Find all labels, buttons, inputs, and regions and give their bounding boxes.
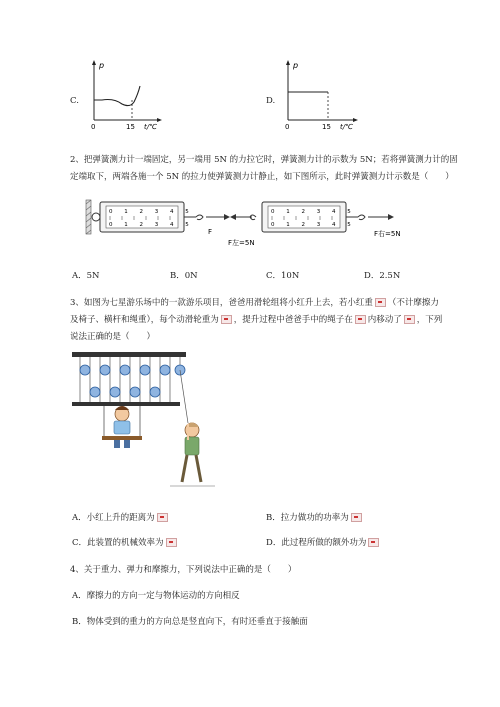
- child-hair: [115, 406, 129, 410]
- top-beam: [72, 352, 186, 357]
- q2-spring-scale-figure: [84, 192, 420, 248]
- movable-pulleys: [90, 387, 160, 397]
- missing-image-icon: [157, 513, 168, 522]
- q3-option-c-text: C．此装置的机械效率为: [72, 538, 164, 548]
- scale-bottom-numbers-left: 0 1 2 3 4 5: [109, 222, 194, 228]
- missing-image-icon: [166, 538, 177, 547]
- missing-image-icon: [375, 298, 386, 307]
- dad-leg-left: [182, 455, 187, 482]
- q3-pulley-figure: [70, 348, 220, 494]
- q3-option-d-text: D．此过程所做的额外功为: [266, 538, 367, 548]
- missing-image-icon: [355, 315, 366, 324]
- force-arrowhead-f-right: [388, 214, 394, 220]
- q3-stem-line2-part3: 内移动了: [367, 315, 402, 325]
- graph-d-origin-label: 0: [285, 123, 290, 131]
- graph-d-x-arrow: [353, 118, 358, 122]
- q3-option-b[interactable]: [266, 512, 364, 524]
- q3-stem-line2-part4: ，下列: [416, 315, 443, 325]
- graph-d-y-arrow: [286, 60, 290, 65]
- wall: [86, 200, 91, 234]
- q4-option-b[interactable]: B．物体受到的重力的方向总是竖直向下，有时还垂直于接触面: [72, 617, 308, 627]
- graph-d-option-label: D.: [266, 96, 276, 106]
- q3-stem-line2: [70, 314, 442, 326]
- graph-d-tick-15: 15: [322, 123, 331, 131]
- force-label-left: F左=5N: [228, 239, 255, 247]
- q3-stem-line1: [70, 297, 439, 309]
- q3-stem-line3: 说法正确的是（ ）: [70, 332, 156, 342]
- q3-option-b-text: B．拉力做功的功率为: [266, 513, 349, 523]
- force-arrowhead-f-left: [230, 214, 236, 220]
- missing-image-icon: [351, 513, 362, 522]
- graph-c-curve: [94, 86, 140, 106]
- q3-option-d[interactable]: [266, 537, 381, 549]
- scale-bottom-numbers-right: 0 1 2 3 4 5: [271, 222, 356, 228]
- q3-option-c[interactable]: [72, 537, 179, 549]
- q2-option-a[interactable]: A．5N: [72, 271, 100, 281]
- graph-d-unit-label: t/℃: [340, 123, 353, 131]
- q3-stem-line2-part2: ，提升过程中爸爸手中的绳子在: [233, 315, 353, 325]
- graph-c-y-arrow: [92, 60, 96, 65]
- pull-rope: [180, 370, 188, 423]
- q2-stem-line1: 2、把弹簧测力计一端固定，另一端用 5N 的力拉它时，弹簧测力计的示数为 5N；若将弹簧测力计的固: [70, 155, 458, 165]
- graph-c-p-label: p: [99, 61, 105, 70]
- hook-right: [358, 215, 365, 220]
- graph-c: [80, 58, 170, 138]
- graph-c-tick-15: 15: [126, 123, 135, 131]
- left-ring: [92, 213, 100, 221]
- scale-top-numbers-left: 0 1 2 3 4 5: [109, 209, 194, 215]
- graph-d-p-label: p: [293, 61, 299, 70]
- q4-option-a[interactable]: A．摩擦力的方向一定与物体运动的方向相反: [72, 591, 240, 601]
- swing-seat: [102, 436, 142, 440]
- q3-stem-line1-text: 3、如图为七星游乐场中的一款游乐项目，爸爸用滑轮组将小红升上去，若小红重: [70, 298, 373, 308]
- q2-option-d[interactable]: D．2.5N: [364, 271, 401, 281]
- missing-image-icon: [404, 315, 415, 324]
- q3-stem-line1-tail: （不计摩擦力: [387, 298, 439, 308]
- q3-stem-line2-part1: 及椅子、横杆和绳重），每个动滑轮重为: [70, 315, 219, 325]
- child-leg-left: [114, 440, 120, 448]
- q3-option-a-text: A．小红上升的距离为: [72, 513, 155, 523]
- force-label-right: F右=5N: [374, 230, 401, 238]
- graph-c-option-label: C.: [70, 96, 79, 106]
- fixed-pulleys: [80, 365, 185, 375]
- q4-stem: 4、关于重力、弹力和摩擦力，下列说法中正确的是（ ）: [70, 565, 297, 575]
- hook-left: [196, 215, 203, 220]
- missing-image-icon: [221, 315, 232, 324]
- scale-top-numbers-right: 0 1 2 3 4 5: [271, 209, 356, 215]
- child-body: [114, 421, 130, 434]
- missing-image-icon: [368, 538, 379, 547]
- q2-option-b[interactable]: B．0N: [170, 271, 198, 281]
- force-arrowhead-left-scale: [224, 214, 230, 220]
- graph-c-x-arrow: [157, 118, 162, 122]
- q3-option-a[interactable]: [72, 512, 170, 524]
- graph-d: [274, 58, 366, 138]
- dad-leg-right: [196, 455, 201, 482]
- q2-option-c[interactable]: C．10N: [266, 271, 300, 281]
- q2-stem-line2: 定端取下，两端各施一个 5N 的拉力使弹簧测力计静止，如下图所示，此时弹簧测力计示数是（ ）: [70, 172, 454, 182]
- lower-bar: [72, 402, 180, 406]
- graph-c-origin-label: 0: [91, 123, 96, 131]
- graph-c-unit-label: t/℃: [144, 123, 157, 131]
- force-label-f: F: [208, 228, 213, 236]
- child-leg-right: [124, 440, 130, 448]
